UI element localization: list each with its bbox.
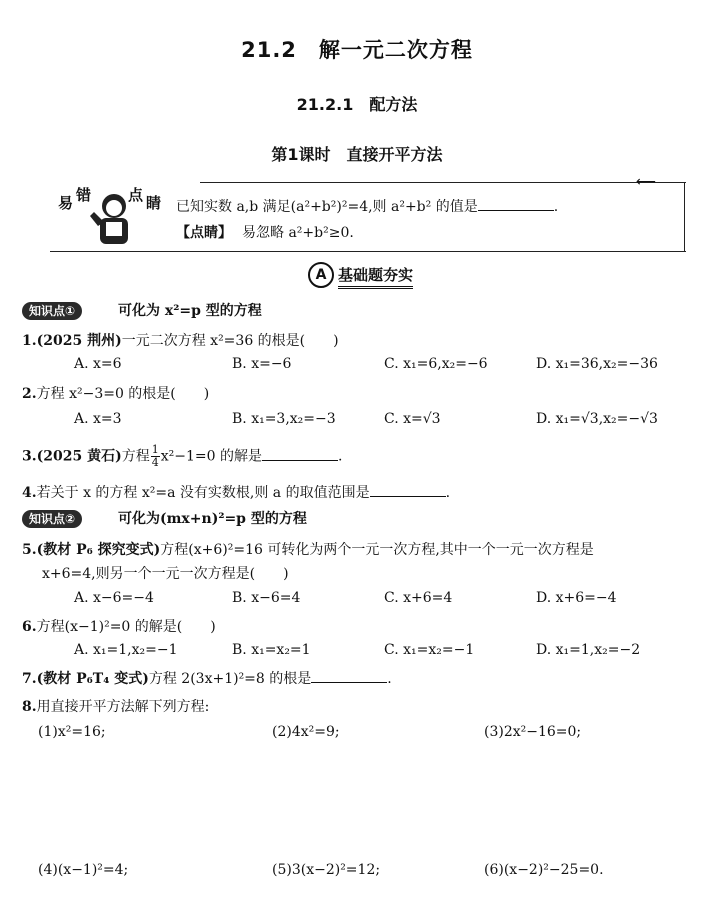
q1-option-a[interactable]: A. x=6 [74,356,122,372]
q6-option-c[interactable]: C. x₁=x₂=−1 [384,642,475,658]
section-a-circle: A [308,262,334,288]
q8-part-6: (6)(x−2)²−25=0. [484,862,604,878]
question-1: 1.(2025 荆州)一元二次方程 x²=36 的根是( ) [22,333,339,349]
q5-option-b[interactable]: B. x−6=4 [232,590,301,606]
knowledge-point-tag: 知识点① [22,302,82,320]
logo-char-3: 点 [128,186,144,204]
q8-part-4: (4)(x−1)²=4; [38,862,129,878]
question-3: 3.(2025 黄石)方程 $\frac{1}{4}$ x²−1=0 的解是 . [22,443,343,469]
question-2: 2.方程 x²−3=0 的根是( ) [22,386,210,402]
q8-part-1: (1)x²=16; [38,724,106,740]
section-title: 21.2 解一元二次方程 [241,38,473,62]
error-prone-problem: 已知实数 a,b 满足(a²+b²)²=4,则 a²+b² 的值是 . [176,199,559,215]
q1-option-b[interactable]: B. x=−6 [232,356,292,372]
logo-char-4: 睛 [146,194,162,212]
knowledge-point-title: 可化为 x²=p 型的方程 [118,303,262,319]
q8-part-5: (5)3(x−2)²=12; [272,862,381,878]
answer-blank[interactable] [478,210,554,211]
q8-part-2: (2)4x²=9; [272,724,340,740]
logo-char-1: 易 [58,194,74,212]
q2-option-d[interactable]: D. x₁=√3,x₂=−√3 [536,411,658,427]
q4-answer-blank[interactable] [370,496,446,497]
q6-option-d[interactable]: D. x₁=1,x₂=−2 [536,642,641,658]
question-5-line-2: x+6=4,则另一个一元一次方程是( ) [42,566,289,582]
q6-option-a[interactable]: A. x₁=1,x₂=−1 [74,642,178,658]
knowledge-point-tag: 知识点② [22,510,82,528]
logo-char-2: 错 [76,186,92,204]
fraction-one-quarter: $\frac{1}{4}$ [151,443,159,469]
q2-option-a[interactable]: A. x=3 [74,411,122,427]
q8-part-3: (3)2x²−16=0; [484,724,582,740]
q3-answer-blank[interactable] [262,460,338,461]
tip-text: 易忽略 a²+b²≥0. [242,225,354,241]
lesson-title: 第1课时 直接开平方法 [271,145,443,164]
box-top-border [200,182,686,183]
subsection-title: 21.2.1 配方法 [296,95,418,114]
knowledge-point-title: 可化为(mx+n)²=p 型的方程 [118,511,307,527]
error-prone-box [50,174,686,252]
error-prone-logo-icon [54,186,166,248]
q7-answer-blank[interactable] [311,682,387,683]
question-4: 4.若关于 x 的方程 x²=a 没有实数根,则 a 的取值范围是 . [22,485,451,501]
box-bottom-border [50,251,686,252]
q5-option-d[interactable]: D. x+6=−4 [536,590,617,606]
q5-option-a[interactable]: A. x−6=−4 [74,590,154,606]
arrow-left-icon: ⟵ [636,174,657,190]
q1-option-c[interactable]: C. x₁=6,x₂=−6 [384,356,488,372]
section-a-label: 基础题夯实 [338,264,413,289]
box-right-border [684,182,685,252]
q5-option-c[interactable]: C. x+6=4 [384,590,453,606]
q2-option-c[interactable]: C. x=√3 [384,411,441,427]
q6-option-b[interactable]: B. x₁=x₂=1 [232,642,311,658]
question-7: 7.(教材 P₆T₄ 变式)方程 2(3x+1)²=8 的根是 . [22,671,392,687]
question-6: 6.方程(x−1)²=0 的解是( ) [22,619,216,635]
tip-label: 【点睛】 [176,225,232,241]
question-8: 8.用直接开平方法解下列方程: [22,699,210,715]
error-prone-tip [176,222,354,242]
q2-option-b[interactable]: B. x₁=3,x₂=−3 [232,411,336,427]
question-5: 5.(教材 P₆ 探究变式)方程(x+6)²=16 可转化为两个一元一次方程,其中一个一元一次方程是 [22,542,594,558]
q1-option-d[interactable]: D. x₁=36,x₂=−36 [536,356,658,372]
